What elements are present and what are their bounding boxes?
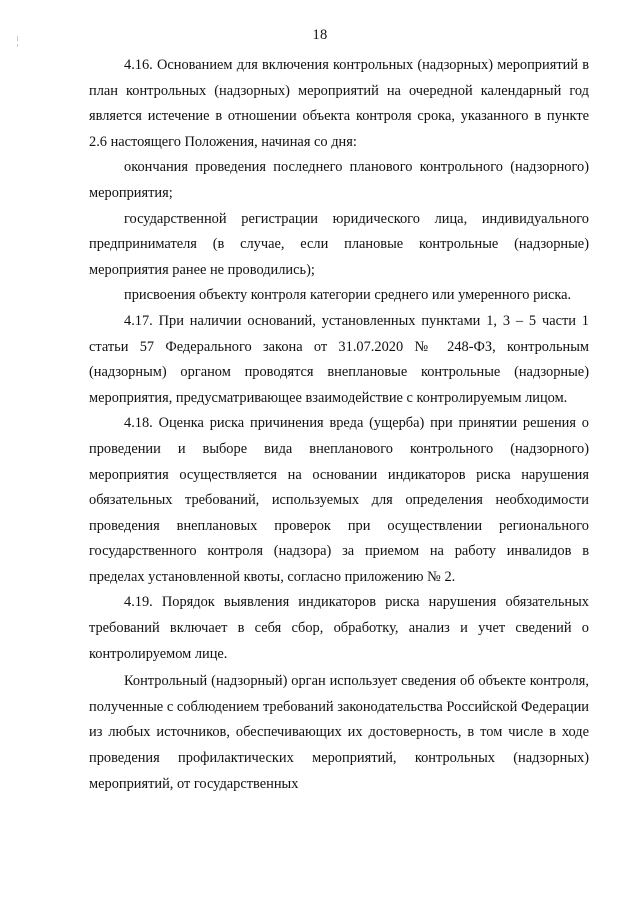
document-body xyxy=(89,53,589,797)
paragraph-4-16: 4.16. Основанием для включения контрольных (надзорных) мероприятий в план контрольных (надзорных) мероприятий на очередной календарный год является истечение в отношении объекта контроля срока, указанного в пункте 2.6 настоящего Положения, начиная со дня: xyxy=(89,57,589,150)
paragraph-4-19: 4.19. Порядок выявления индикаторов риска нарушения обязательных требований включает в себя сбор, обработку, анализ и учет сведений о контролируемом лице. xyxy=(89,594,589,662)
paragraph-information-sources: Контрольный (надзорный) орган использует сведения об объекте контроля, полученные с соблюдением требований законодательства Российской Федерации из любых источников, обеспечивающих их достоверность, в том числе в ходе проведения профилактических мероприятий, контрольных (надзорных) мероприятий, от государственных xyxy=(89,673,589,792)
page-number: 18 xyxy=(312,27,328,43)
paragraph-list-item-risk-category: присвоения объекту контроля категории среднего или умеренного риска. xyxy=(124,287,572,304)
paragraph-4-18: 4.18. Оценка риска причинения вреда (ущерба) при принятии решения о проведении и выборе вида внепланового контрольного (надзорного) мероприятия осуществляется на основании индикаторов риска нарушения обязательных требований, используемых для определения необходимости проведения внеплановых проверок при осуществлении регионального государственного контроля (надзора) за приемом на работу инвалидов в пределах установленной квоты, согласно приложению № 2. xyxy=(89,415,589,585)
paragraph-list-item-state-registration: государственной регистрации юридического лица, индивидуального предпринимателя (в случае, если плановые контрольные (надзорные) мероприятия ранее не проводились); xyxy=(89,210,589,278)
paragraph-list-item-end-of-inspection: окончания проведения последнего планового контрольного (надзорного) мероприятия; xyxy=(89,159,589,201)
scan-edge-mark xyxy=(17,44,18,47)
paragraph-4-17: 4.17. При наличии оснований, установленных пунктами 1, 3 – 5 части 1 статьи 57 Федерального закона от 31.07.2020 № 248-ФЗ, контрольным (надзорным) органом проводятся внеплановые контрольные (надзорные) мероприятия, предусматривающее взаимодействие с контролируемым лицом. xyxy=(89,312,589,406)
